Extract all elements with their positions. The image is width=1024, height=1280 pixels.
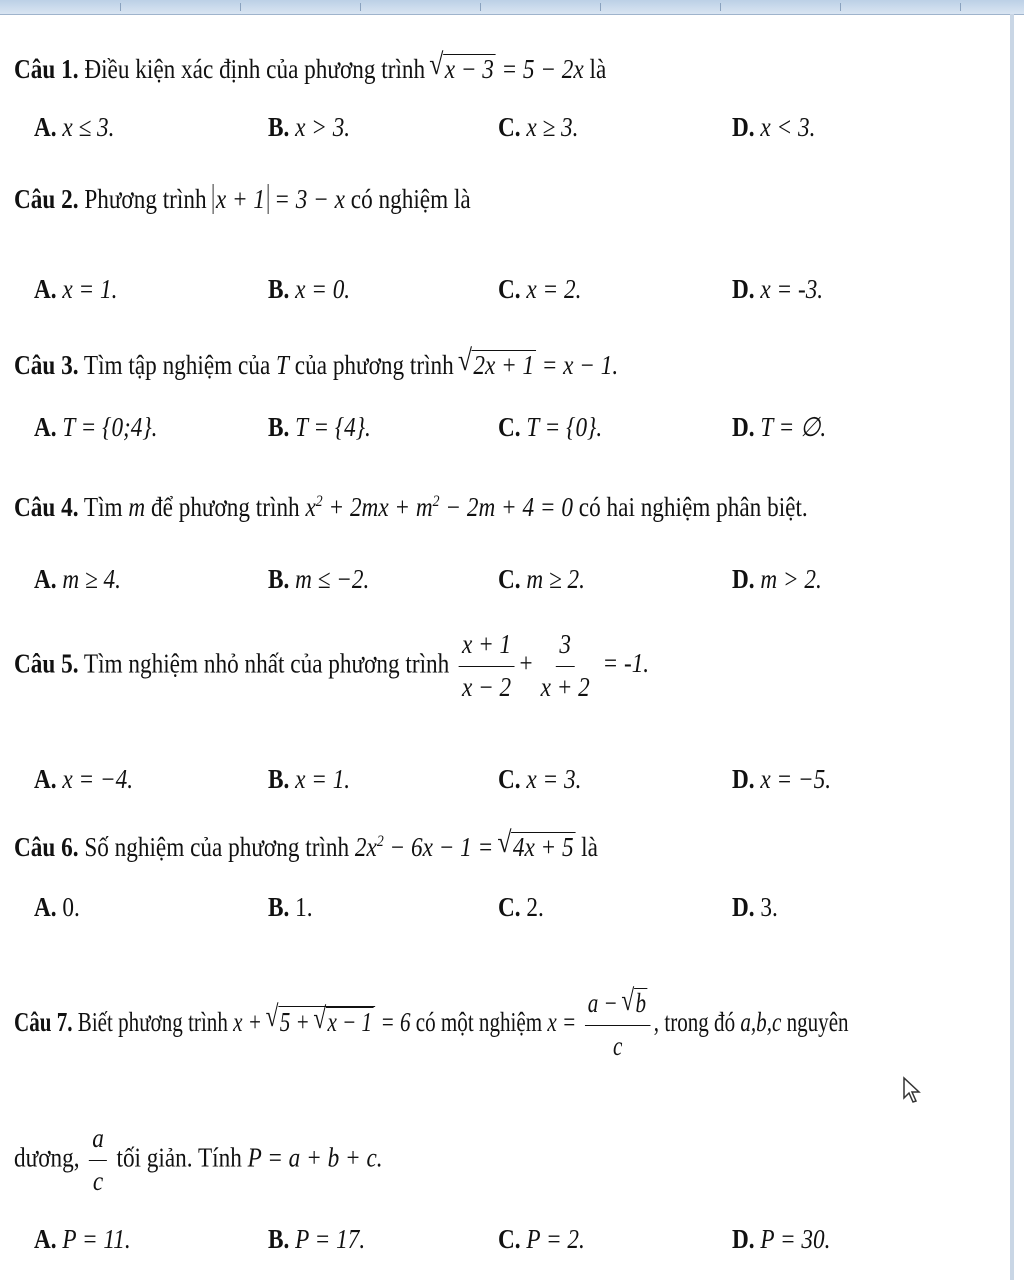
answer-letter: C.: [498, 274, 521, 304]
answer-value: P = 17.: [295, 1224, 366, 1254]
answer-option[interactable]: [498, 114, 578, 141]
question-label: Câu 6.: [14, 832, 79, 862]
equation: P = a + b + c.: [247, 1142, 383, 1173]
variable: T: [276, 350, 289, 380]
equation-rest: = 6: [380, 1006, 411, 1037]
answer-option[interactable]: [498, 1226, 585, 1253]
answer-option[interactable]: [498, 766, 581, 793]
radicand-term: 5 +: [279, 1006, 310, 1037]
window-top-bar: [0, 0, 1024, 15]
ruler-tick: [960, 3, 961, 11]
fraction: [89, 1124, 107, 1196]
equation-term: − 2m + 4 = 0: [439, 492, 573, 522]
answer-value: T = ∅.: [760, 412, 827, 442]
mouse-cursor-icon: [902, 1076, 922, 1104]
question-2: [14, 186, 471, 213]
numerator: a: [89, 1124, 107, 1161]
equation: [212, 184, 350, 214]
answer-option[interactable]: [34, 114, 114, 141]
answer-option[interactable]: [34, 566, 121, 593]
answer-option[interactable]: [732, 114, 815, 141]
question-text: Tìm: [83, 492, 123, 522]
radicand: 4x + 5: [512, 832, 574, 862]
answer-letter: C.: [498, 764, 521, 794]
equation-term: − 6x − 1 =: [383, 832, 494, 862]
question-3: [14, 350, 618, 379]
answer-option[interactable]: [498, 276, 581, 303]
radicand: x − 3: [444, 54, 494, 84]
answer-value: x ≥ 3.: [526, 112, 579, 142]
answer-value: P = 30.: [760, 1224, 831, 1254]
sqrt: [499, 832, 575, 861]
answer-value: 2.: [526, 892, 544, 922]
ruler-tick: [360, 3, 361, 11]
answer-value: m ≤ −2.: [295, 564, 370, 594]
answer-option[interactable]: [34, 766, 133, 793]
answer-letter: A.: [34, 412, 57, 442]
answer-value: m > 2.: [760, 564, 822, 594]
answer-option[interactable]: [732, 766, 831, 793]
ruler-tick: [240, 3, 241, 11]
answer-value: m ≥ 2.: [526, 564, 585, 594]
variables: a,b,c: [740, 1006, 782, 1037]
answer-letter: D.: [732, 564, 755, 594]
answer-option[interactable]: [268, 1226, 365, 1253]
answer-letter: D.: [732, 274, 755, 304]
answer-letter: C.: [498, 1224, 521, 1254]
equation-rest: = 3 − x: [274, 184, 345, 214]
sqrt: [460, 350, 536, 379]
sqrt: [267, 1006, 375, 1036]
equation-rest: = x − 1.: [541, 350, 619, 380]
radicand: 2x + 1: [473, 350, 535, 380]
question-text: để phương trình: [150, 492, 300, 522]
answer-option[interactable]: [268, 894, 313, 921]
radicand: b: [635, 988, 647, 1018]
question-7-line-2: [14, 1124, 383, 1196]
equation: [233, 1007, 416, 1037]
fraction: [585, 988, 651, 1061]
denominator: x + 2: [540, 671, 590, 702]
numerator-term: a −: [587, 988, 618, 1018]
answer-value: x = 3.: [526, 764, 582, 794]
answer-option[interactable]: [268, 276, 350, 303]
equation: [355, 832, 581, 862]
answer-value: P = 11.: [62, 1224, 131, 1254]
ruler-tick: [720, 3, 721, 11]
answer-option[interactable]: [498, 414, 602, 441]
equation-rest: = 5 − 2x: [501, 54, 584, 84]
ruler-tick: [600, 3, 601, 11]
question-text: có một nghiệm: [415, 1006, 543, 1037]
answer-value: 0.: [62, 892, 80, 922]
denominator: c: [92, 1165, 104, 1196]
answer-value: x = 2.: [526, 274, 582, 304]
answer-letter: C.: [498, 892, 521, 922]
equation-term: 2x: [354, 832, 377, 862]
fraction: [537, 630, 593, 702]
answer-value: T = {0}.: [526, 412, 603, 442]
answer-letter: D.: [732, 412, 755, 442]
question-text: của phương trình: [294, 350, 454, 380]
question-label: Câu 4.: [14, 492, 79, 522]
operator: +: [518, 648, 534, 679]
question-text: Biết phương trình: [77, 1006, 228, 1037]
answer-letter: C.: [498, 112, 521, 142]
question-6: [14, 832, 598, 861]
answer-value: P = 2.: [526, 1224, 585, 1254]
question-text: , trong đó: [653, 1006, 736, 1037]
answer-option[interactable]: [268, 766, 350, 793]
question-label: Câu 2.: [14, 184, 79, 214]
question-text: Điều kiện xác định của phương trình: [84, 54, 426, 84]
answer-letter: B.: [268, 112, 290, 142]
answer-value: x ≤ 3.: [62, 112, 115, 142]
exponent: 2: [315, 493, 323, 510]
equation: [305, 492, 573, 522]
answer-letter: B.: [268, 1224, 290, 1254]
denominator: c: [612, 1030, 623, 1061]
answer-option[interactable]: [34, 276, 117, 303]
ruler-tick: [480, 3, 481, 11]
inner-radicand: x − 1: [327, 1006, 373, 1037]
answer-letter: B.: [268, 274, 290, 304]
numerator: x + 1: [459, 630, 515, 667]
answer-letter: D.: [732, 764, 755, 794]
answer-value: 3.: [760, 892, 778, 922]
answer-value: T = {0;4}.: [62, 412, 158, 442]
question-label: Câu 7.: [14, 1006, 73, 1037]
question-label: Câu 5.: [14, 648, 79, 679]
radicand: [278, 1006, 375, 1036]
question-text: Tìm nghiệm nhỏ nhất của phương trình: [83, 648, 450, 679]
question-tail: có nghiệm là: [350, 184, 471, 214]
solution: [547, 988, 653, 1061]
question-text: dương,: [14, 1142, 80, 1173]
answer-value: m ≥ 4.: [62, 564, 121, 594]
sqrt: [431, 54, 496, 83]
answer-value: x = 1.: [62, 274, 118, 304]
answer-value: 1.: [295, 892, 313, 922]
question-label: Câu 3.: [14, 350, 79, 380]
equation-term: + 2mx + m: [322, 492, 433, 522]
answer-option[interactable]: [498, 566, 585, 593]
answer-letter: D.: [732, 112, 755, 142]
answer-option[interactable]: [34, 414, 157, 441]
answer-value: x < 3.: [760, 112, 816, 142]
answer-value: x = 0.: [295, 274, 351, 304]
answer-option[interactable]: [34, 1226, 131, 1253]
answer-option[interactable]: [498, 894, 544, 921]
question-text: Phương trình: [84, 184, 207, 214]
equation-term: x +: [233, 1006, 262, 1037]
answer-value: x = 1.: [295, 764, 351, 794]
variable: m: [128, 492, 146, 522]
answer-option[interactable]: [732, 566, 822, 593]
question-tail: có hai nghiệm phân biệt.: [578, 492, 808, 522]
exponent: 2: [376, 833, 384, 850]
answer-value: x = −5.: [760, 764, 832, 794]
answer-value: T = {4}.: [295, 412, 371, 442]
answer-value: x = -3.: [760, 274, 824, 304]
question-text: Tìm tập nghiệm của: [83, 350, 271, 380]
absolute-value: x + 1: [212, 184, 268, 214]
document-page: [0, 14, 1014, 1280]
answer-letter: A.: [34, 564, 57, 594]
question-tail: nguyên: [786, 1006, 849, 1037]
answer-option[interactable]: [34, 894, 80, 921]
denominator: x − 2: [461, 671, 512, 702]
answer-option[interactable]: [268, 566, 369, 593]
equation: [431, 54, 590, 84]
question-tail: là: [581, 832, 598, 862]
answer-letter: C.: [498, 564, 521, 594]
ruler-tick: [120, 3, 121, 11]
solution-lead: x =: [547, 1006, 577, 1037]
equation-rest: = -1.: [602, 648, 650, 679]
equation-term: x: [305, 492, 316, 522]
question-label: Câu 1.: [14, 54, 79, 84]
equation: [460, 350, 619, 380]
answer-letter: D.: [732, 1224, 755, 1254]
answer-letter: C.: [498, 412, 521, 442]
answer-option[interactable]: [732, 414, 826, 441]
answer-letter: A.: [34, 764, 57, 794]
question-text: tối giản. Tính: [116, 1142, 242, 1173]
answer-letter: A.: [34, 112, 57, 142]
answer-letter: B.: [268, 412, 290, 442]
answer-option[interactable]: [732, 276, 823, 303]
question-7: [14, 988, 849, 1061]
question-text: Số nghiệm của phương trình: [84, 832, 350, 862]
answer-option[interactable]: [732, 894, 778, 921]
inner-sqrt: [315, 1007, 374, 1036]
question-tail: là: [589, 54, 607, 84]
answer-value: x > 3.: [295, 112, 351, 142]
answer-option[interactable]: [268, 114, 350, 141]
question-1: [14, 54, 606, 83]
answer-letter: B.: [268, 892, 290, 922]
exponent: 2: [432, 493, 440, 510]
answer-value: x = −4.: [62, 764, 134, 794]
answer-letter: A.: [34, 274, 57, 304]
answer-letter: D.: [732, 892, 755, 922]
numerator: 3: [556, 630, 574, 667]
answer-option[interactable]: [268, 414, 371, 441]
answer-letter: B.: [268, 564, 290, 594]
answer-letter: A.: [34, 1224, 57, 1254]
fraction: [459, 630, 515, 702]
answer-option[interactable]: [732, 1226, 830, 1253]
question-5: [14, 630, 649, 702]
answer-letter: A.: [34, 892, 57, 922]
numerator: [585, 988, 651, 1026]
question-4: [14, 494, 808, 521]
sqrt: [623, 988, 648, 1019]
ruler-tick: [840, 3, 841, 11]
answer-letter: B.: [268, 764, 290, 794]
equation: [455, 629, 650, 702]
